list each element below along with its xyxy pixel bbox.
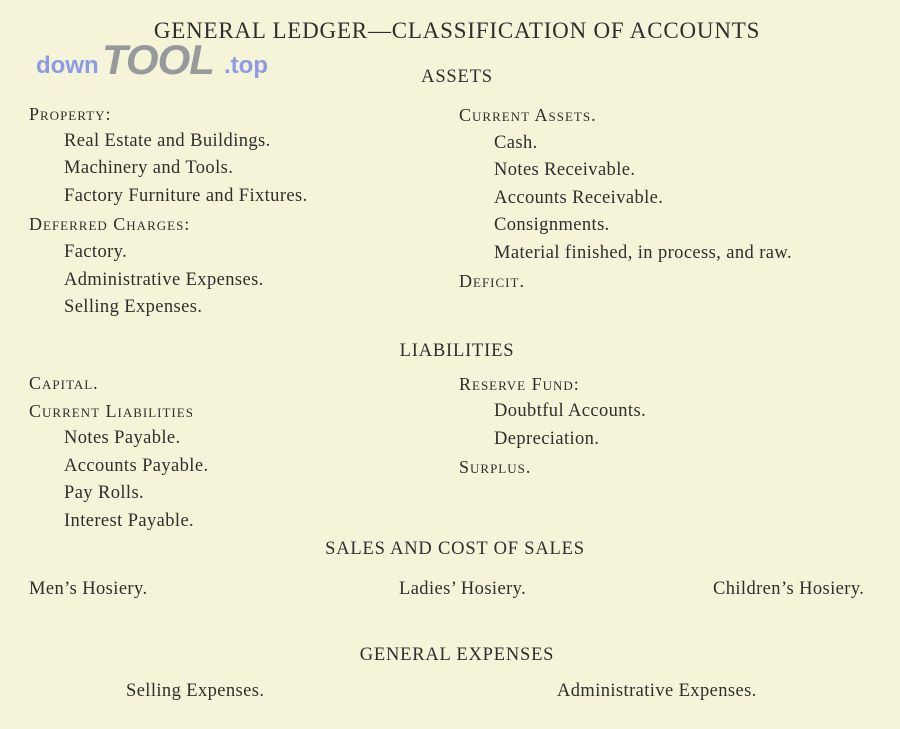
current-asset-item: Consignments. [494, 215, 610, 235]
deferred-item: Selling Expenses. [64, 297, 203, 317]
deferred-item: Factory. [64, 242, 128, 262]
watermark-text-top: .top [224, 52, 268, 79]
current-asset-item: Notes Receivable. [494, 160, 636, 180]
property-heading: Property: [29, 104, 112, 124]
current-asset-item: Cash. [494, 133, 538, 153]
current-liability-item: Accounts Payable. [64, 456, 209, 476]
property-item: Real Estate and Buildings. [64, 131, 271, 151]
property-item: Machinery and Tools. [64, 158, 234, 178]
sales-item: Men’s Hosiery. [29, 579, 148, 599]
deficit-heading: Deficit. [459, 271, 525, 291]
sales-item: Children’s Hosiery. [713, 579, 865, 599]
surplus-heading: Surplus. [459, 457, 532, 477]
current-liability-item: Pay Rolls. [64, 483, 145, 503]
current-liability-item: Notes Payable. [64, 428, 181, 448]
current-liabilities-heading: Current Liabilities [29, 401, 194, 421]
general-expense-item: Administrative Expenses. [557, 681, 757, 701]
general-expense-item: Selling Expenses. [126, 681, 265, 701]
capital-heading: Capital. [29, 373, 99, 393]
deferred-charges-heading: Deferred Charges: [29, 214, 191, 234]
property-item: Factory Furniture and Fixtures. [64, 186, 308, 206]
current-liability-item: Interest Payable. [64, 511, 195, 531]
current-asset-item: Material finished, in process, and raw. [494, 243, 792, 263]
watermark-text-tool: TOOL [102, 36, 214, 83]
watermark-text-down: down [36, 52, 99, 79]
reserve-fund-heading: Reserve Fund: [459, 374, 580, 394]
deferred-item: Administrative Expenses. [64, 270, 264, 290]
reserve-fund-item: Doubtful Accounts. [494, 401, 647, 421]
general-expenses-heading: GENERAL EXPENSES [359, 645, 555, 665]
sales-item: Ladies’ Hosiery. [399, 579, 527, 599]
reserve-fund-item: Depreciation. [494, 429, 600, 449]
page-title: GENERAL LEDGER—CLASSIFICATION OF ACCOUNTS [153, 18, 761, 43]
sales-heading: SALES AND COST OF SALES [325, 539, 585, 559]
assets-heading: ASSETS [421, 67, 493, 87]
current-asset-item: Accounts Receivable. [494, 188, 664, 208]
current-assets-heading: Current Assets. [459, 105, 597, 125]
liabilities-heading: LIABILITIES [399, 341, 515, 361]
